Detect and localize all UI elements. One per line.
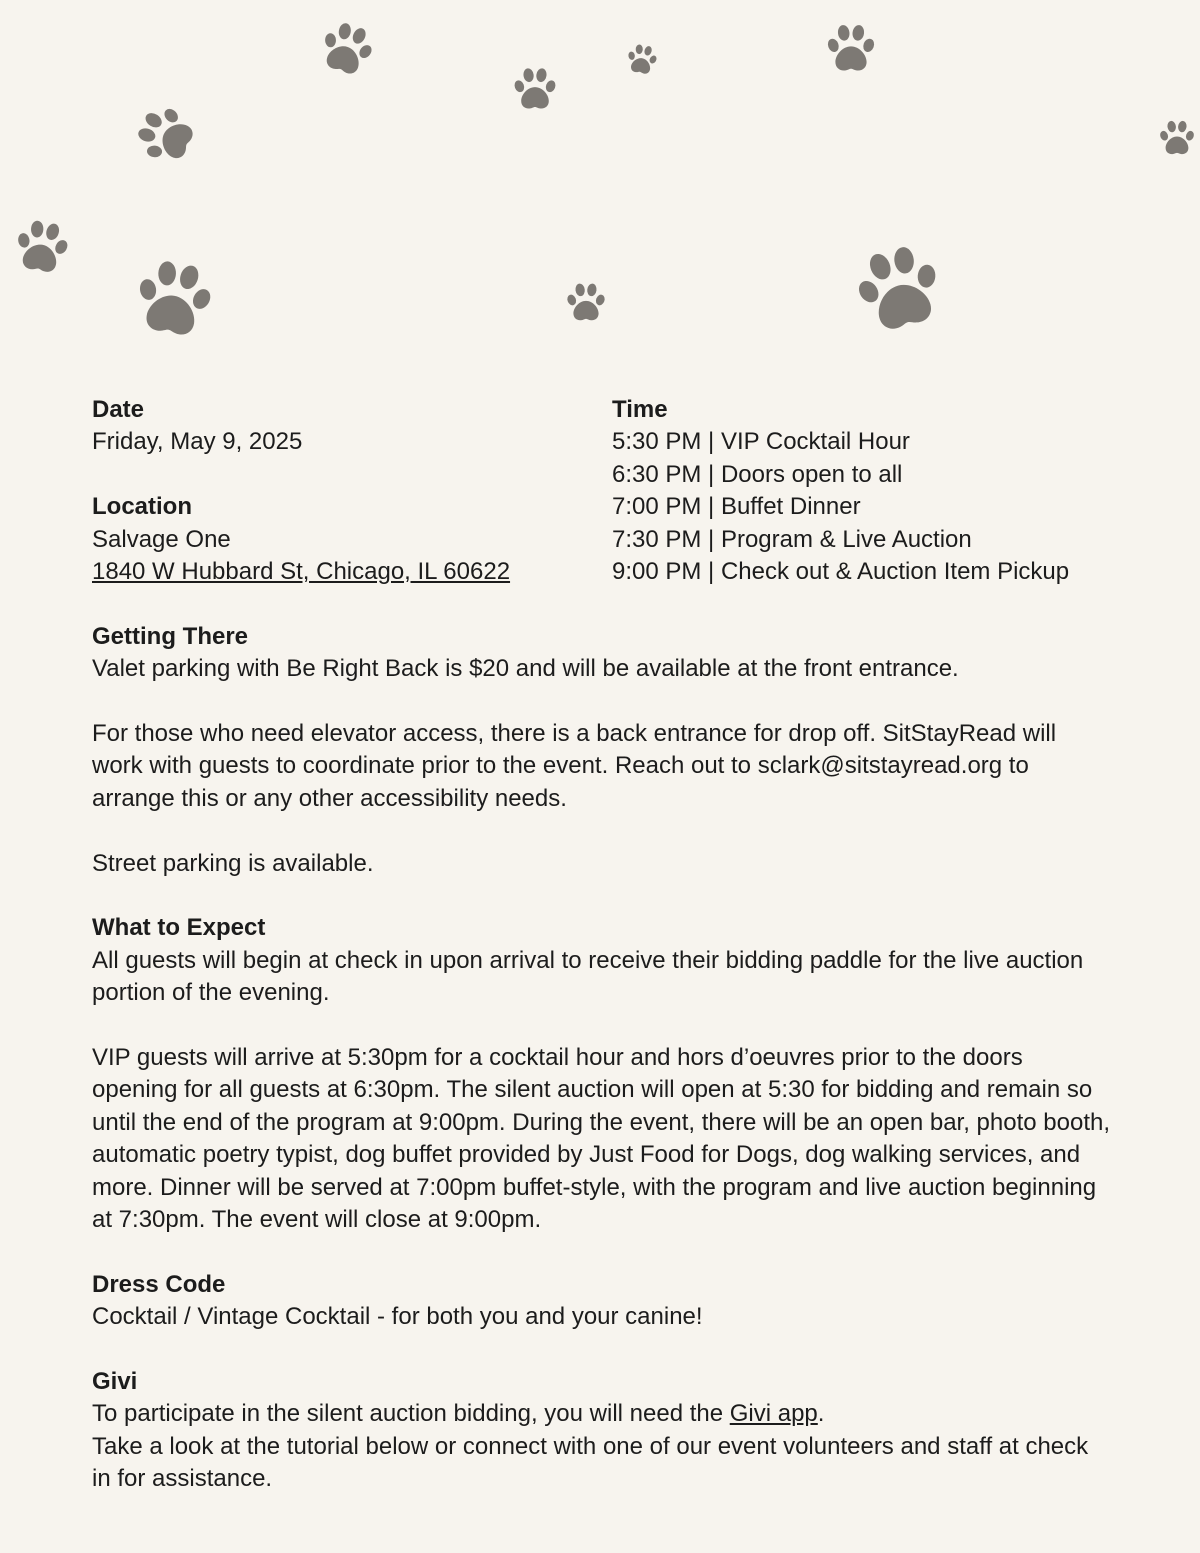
paw-print-icon <box>127 96 205 175</box>
paw-print-icon <box>825 20 877 77</box>
paw-print-icon <box>9 212 75 283</box>
paw-print-decoration <box>0 0 1200 360</box>
paw-print-icon <box>1158 118 1196 158</box>
paw-print-icon <box>844 232 953 346</box>
getting-there-heading: Getting There <box>92 622 249 650</box>
paw-print-icon <box>623 39 661 81</box>
paw-print-icon <box>312 11 383 87</box>
venue-name: Salvage One <box>92 525 231 553</box>
date-location-column <box>92 394 612 588</box>
paw-print-icon <box>127 248 221 351</box>
paw-print-icon <box>512 64 558 114</box>
givi-heading: Givi <box>92 1368 138 1396</box>
paw-print-icon <box>565 280 607 325</box>
what-to-expect-heading: What to Expect <box>92 914 266 942</box>
schedule-item: 5:30 PM | VIP Cocktail Hour <box>612 428 910 456</box>
schedule-item: 9:00 PM | Check out & Auction Item Pickup <box>612 558 1070 586</box>
givi-app-link[interactable]: Givi app <box>729 1400 818 1428</box>
valet-paragraph: Valet parking with Be Right Back is $20 and will be available at the front entrance. <box>92 655 959 683</box>
time-heading: Time <box>612 396 668 423</box>
givi-app-paragraph: To participate in the silent auction bidding, you will need the Givi app. <box>92 1400 825 1428</box>
schedule-item: 6:30 PM | Doors open to all <box>612 460 903 488</box>
schedule-item: 7:30 PM | Program & Live Auction <box>612 525 972 553</box>
date-heading: Date <box>92 396 145 423</box>
event-details <box>92 394 1112 1496</box>
accessibility-paragraph: For those who need elevator access, there is a back entrance for drop off. SitStayRead will work with guests to coordinate prior to the event. Reach out to sclark@sitstayread.org to arrange this or any other accessibility needs. <box>92 720 1057 812</box>
dress-code-text: Cocktail / Vintage Cocktail - for both you and your canine! <box>92 1303 703 1331</box>
date-value: Friday, May 9, 2025 <box>92 428 303 456</box>
check-in-paragraph: All guests will begin at check in upon arrival to receive their bidding paddle for the live auction portion of the evening. <box>92 946 1084 1007</box>
location-heading: Location <box>92 493 192 521</box>
date-time-location-section <box>92 394 1112 588</box>
address-link[interactable]: 1840 W Hubbard St, Chicago, IL 60622 <box>92 558 511 586</box>
time-column <box>612 394 1112 588</box>
event-schedule-paragraph: VIP guests will arrive at 5:30pm for a cocktail hour and hors d’oeuvres prior to the doors opening for all guests at 6:30pm. The silent auction will open at 5:30 for bidding and remain so until the end of the program at 9:00pm. During the event, there will be an open bar, photo booth, automatic poetry typist, dog buffet provided by Just Food for Dogs, dog walking services, and more. Dinner will be served at 7:00pm buffet-style, with the program and live auction beginning at 7:30pm. The event will close at 9:00pm. <box>92 1044 1111 1234</box>
givi-tutorial-paragraph: Take a look at the tutorial below or connect with one of our event volunteers and staff at check in for assistance. <box>92 1432 1089 1493</box>
street-parking-paragraph: Street parking is available. <box>92 849 374 877</box>
dress-code-heading: Dress Code <box>92 1270 226 1298</box>
schedule-item: 7:00 PM | Buffet Dinner <box>612 493 861 521</box>
